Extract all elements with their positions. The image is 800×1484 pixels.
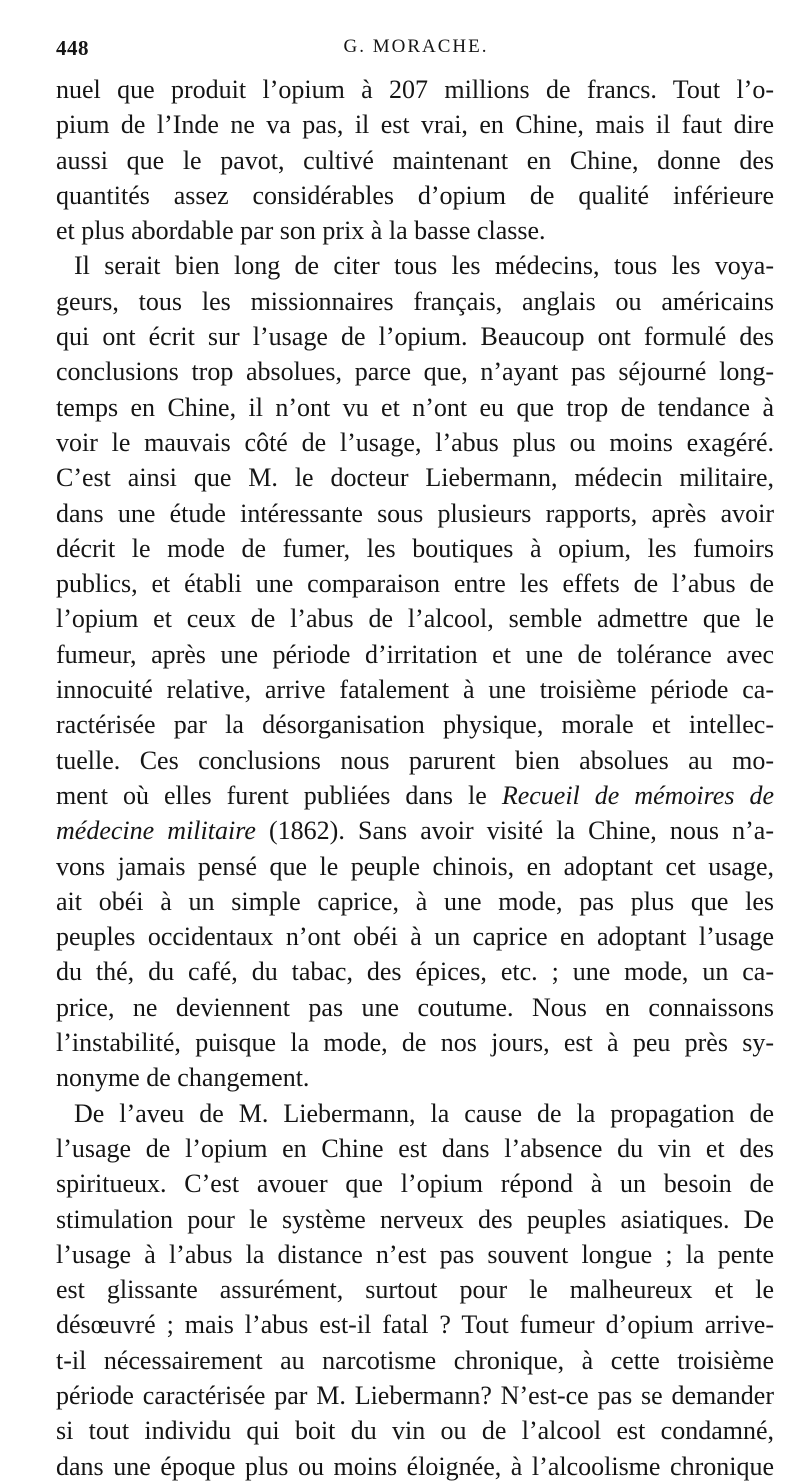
text-line: si tout individu qui boit du vin ou de l’alcool est condamné, bbox=[56, 1416, 774, 1446]
text-line: nonyme de changement. bbox=[56, 1063, 310, 1093]
text-segment: ment où elles furent publiées dans le bbox=[56, 780, 502, 810]
text-line: peuples occidentaux n’ont obéi à un caprice en adoptant l’usage bbox=[56, 922, 774, 952]
text-line: ractérisée par la désorganisation physique, morale et intellec- bbox=[56, 710, 774, 740]
text-line: l’usage à l’abus la distance n’est pas souvent longue ; la pente bbox=[56, 1239, 774, 1269]
body-text bbox=[56, 72, 774, 1484]
text-line: innocuité relative, arrive fatalement à une troisième période ca- bbox=[56, 675, 774, 705]
text-line: qui ont écrit sur l’usage de l’opium. Beaucoup ont formulé des bbox=[56, 322, 774, 352]
text-line: t-il nécessairement au narcotisme chronique, à cette troisième bbox=[56, 1345, 774, 1375]
text-line bbox=[56, 813, 774, 848]
text-line: stimulation pour le système nerveux des peuples asiatiques. De bbox=[56, 1204, 774, 1234]
text-line: spiritueux. C’est avouer que l’opium répond à un besoin de bbox=[56, 1169, 774, 1199]
text-line: geurs, tous les missionnaires français, anglais ou américains bbox=[56, 286, 774, 316]
text-line: C’est ainsi que M. le docteur Liebermann, médecin militaire, bbox=[56, 463, 774, 493]
page-header bbox=[56, 36, 776, 66]
text-line: décrit le mode de fumer, les boutiques à opium, les fumoirs bbox=[56, 533, 774, 563]
text-line: De l’aveu de M. Liebermann, la cause de la propagation de bbox=[74, 1098, 774, 1128]
text-line: pium de l’Inde ne va pas, il est vrai, en Chine, mais il faut dire bbox=[56, 110, 774, 140]
page-number: 448 bbox=[56, 36, 89, 60]
text-line: désœuvré ; mais l’abus est-il fatal ? Tout fumeur d’opium arrive- bbox=[56, 1310, 774, 1340]
text-line: période caractérisée par M. Liebermann? N’est-ce pas se demander bbox=[56, 1380, 774, 1410]
text-line: aussi que le pavot, cultivé maintenant en Chine, donne des bbox=[56, 145, 774, 175]
text-line: tuelle. Ces conclusions nous parurent bien absolues au mo- bbox=[56, 745, 774, 775]
text-line: dans une étude intéressante sous plusieurs rapports, après avoir bbox=[56, 498, 774, 528]
text-line: du thé, du café, du tabac, des épices, etc. ; une mode, un ca- bbox=[56, 957, 774, 987]
text-line: et plus abordable par son prix à la basse classe. bbox=[56, 216, 546, 246]
italic-text: Recueil de mémoires de bbox=[501, 780, 774, 810]
text-line: quantités assez considérables d’opium de qualité inférieure bbox=[56, 180, 774, 210]
text-line: Il serait bien long de citer tous les médecins, tous les voya- bbox=[74, 251, 774, 281]
text-line: dans une époque plus ou moins éloignée, à l’alcoolisme chronique bbox=[56, 1451, 774, 1481]
italic-text: médecine militaire bbox=[56, 816, 256, 846]
text-line: l’instabilité, puisque la mode, de nos jours, est à peu près sy- bbox=[56, 1028, 774, 1058]
text-line: temps en Chine, il n’ont vu et n’ont eu que trop de tendance à bbox=[56, 392, 774, 422]
text-line: ait obéi à un simple caprice, à une mode, pas plus que les bbox=[56, 886, 774, 916]
text-line: voir le mauvais côté de l’usage, l’abus plus ou moins exagéré. bbox=[56, 427, 774, 457]
running-head: G. MORACHE. bbox=[343, 36, 489, 57]
text-line: conclusions trop absolues, parce que, n’ayant pas séjourné long- bbox=[56, 357, 774, 387]
text-line: publics, et établi une comparaison entre les effets de l’abus de bbox=[56, 569, 774, 599]
text-line: price, ne deviennent pas une coutume. Nous en connaissons bbox=[56, 992, 774, 1022]
text-line: vons jamais pensé que le peuple chinois, en adoptant cet usage, bbox=[56, 851, 774, 881]
text-line: nuel que produit l’opium à 207 millions de francs. Tout l’o- bbox=[56, 75, 774, 104]
text-line: est glissante assurément, surtout pour le malheureux et le bbox=[56, 1275, 774, 1305]
text-line: fumeur, après une période d’irritation et une de tolérance avec bbox=[56, 639, 774, 669]
text-line bbox=[56, 778, 774, 813]
text-line: l’usage de l’opium en Chine est dans l’absence du vin et des bbox=[56, 1133, 774, 1163]
text-segment: (1862). Sans avoir visité la Chine, nous n’a- bbox=[255, 816, 775, 846]
text-line: l’opium et ceux de l’abus de l’alcool, semble admettre que le bbox=[56, 604, 774, 634]
